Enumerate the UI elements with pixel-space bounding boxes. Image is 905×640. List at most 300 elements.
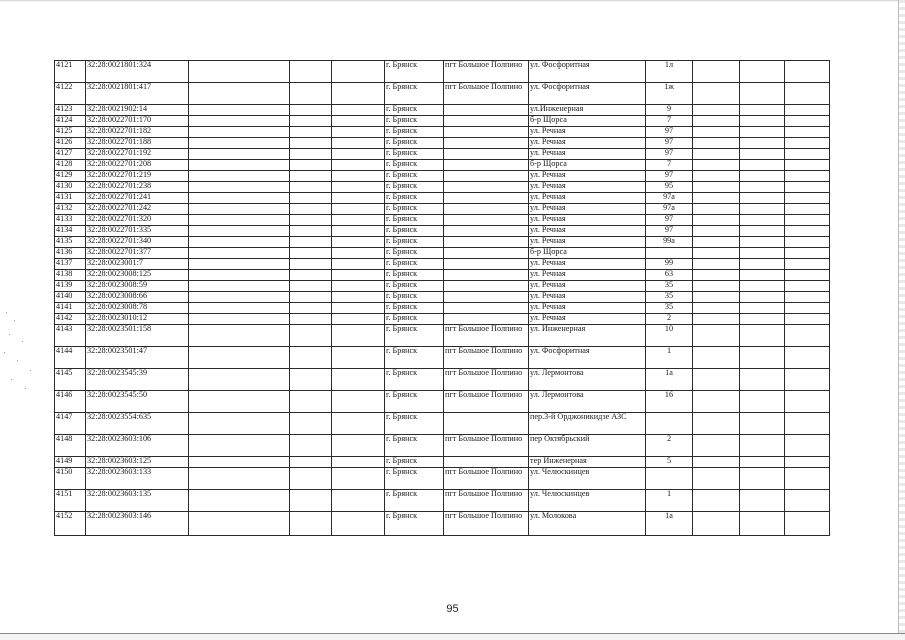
cell-city: г. Брянск [385,83,444,105]
cell-house-number: 1 [646,347,693,369]
cell-house-number: 97а [646,193,693,204]
cell-cadastral-number: 32:28:0022701:219 [86,171,189,182]
cell-empty [693,369,740,391]
cell-empty [332,281,385,292]
cell-empty [785,281,830,292]
cell-row-number: 4144 [55,347,86,369]
cell-empty [290,204,332,215]
cell-settlement: пгт Большое Полпино [444,468,529,490]
cell-empty [332,160,385,171]
cell-row-number: 4136 [55,248,86,259]
cell-empty [189,292,290,303]
cell-city: г. Брянск [385,259,444,270]
cell-street: ул. Лермонтова [529,391,646,413]
cell-settlement: пгт Большое Полпино [444,61,529,83]
cell-empty [785,149,830,160]
cell-empty [785,292,830,303]
cell-empty [189,259,290,270]
cell-street: ул. Речная [529,226,646,237]
cell-empty [290,292,332,303]
cell-empty [785,303,830,314]
cell-empty [785,490,830,512]
cell-house-number: 7 [646,160,693,171]
cell-empty [290,248,332,259]
cell-empty [290,127,332,138]
cell-empty [785,215,830,226]
cell-settlement [444,127,529,138]
cell-empty [785,204,830,215]
cell-empty [189,61,290,83]
cell-empty [693,138,740,149]
cell-empty [332,435,385,457]
cell-settlement [444,413,529,435]
cell-settlement: пгт Большое Полпино [444,512,529,536]
cell-city: г. Брянск [385,281,444,292]
cell-empty [740,61,785,83]
cell-empty [290,270,332,281]
cell-cadastral-number: 32:28:0022701:377 [86,248,189,259]
cell-empty [332,292,385,303]
cell-empty [189,457,290,468]
cell-settlement [444,171,529,182]
cell-city: г. Брянск [385,413,444,435]
cell-empty [785,259,830,270]
cell-house-number: 63 [646,270,693,281]
table-row [55,391,830,413]
cell-cadastral-number: 32:28:0023001:7 [86,259,189,270]
cell-house-number: 9 [646,105,693,116]
cell-street: ул. Речная [529,237,646,248]
cell-empty [290,226,332,237]
cell-empty [740,215,785,226]
cell-row-number: 4123 [55,105,86,116]
cell-row-number: 4146 [55,391,86,413]
cell-street: ул. Речная [529,303,646,314]
cell-empty [693,314,740,325]
cell-house-number: 1л [646,61,693,83]
cell-empty [332,303,385,314]
cell-empty [693,347,740,369]
cell-empty [693,248,740,259]
cell-city: г. Брянск [385,391,444,413]
cell-empty [740,138,785,149]
cell-empty [189,171,290,182]
cell-empty [332,226,385,237]
cell-empty [290,259,332,270]
table-row [55,281,830,292]
cell-house-number [646,468,693,490]
table-row [55,204,830,215]
cell-empty [785,325,830,347]
cell-empty [785,391,830,413]
cell-city: г. Брянск [385,105,444,116]
cell-house-number: 97 [646,226,693,237]
table-row [55,160,830,171]
cell-city: г. Брянск [385,237,444,248]
cell-row-number: 4141 [55,303,86,314]
cell-empty [785,512,830,536]
cell-empty [290,303,332,314]
cell-empty [693,204,740,215]
cell-empty [785,457,830,468]
cell-house-number: 2 [646,435,693,457]
cell-empty [189,303,290,314]
cell-empty [740,248,785,259]
cell-row-number: 4139 [55,281,86,292]
cell-row-number: 4134 [55,226,86,237]
cell-empty [785,347,830,369]
table-row [55,259,830,270]
cell-house-number: 97 [646,138,693,149]
cell-empty [290,325,332,347]
cell-empty [740,369,785,391]
cell-empty [290,138,332,149]
cell-empty [189,490,290,512]
table-row [55,347,830,369]
table-row [55,512,830,536]
cell-empty [189,435,290,457]
cell-row-number: 4127 [55,149,86,160]
cell-empty [693,303,740,314]
cell-cadastral-number: 32:28:0023008:66 [86,292,189,303]
cell-cadastral-number: 32:28:0023603:125 [86,457,189,468]
cell-city: г. Брянск [385,149,444,160]
cell-city: г. Брянск [385,204,444,215]
cell-empty [189,281,290,292]
cell-empty [332,182,385,193]
cell-house-number: 16 [646,391,693,413]
cell-row-number: 4137 [55,259,86,270]
cell-empty [290,149,332,160]
cell-empty [332,369,385,391]
cell-house-number: 10 [646,325,693,347]
cell-empty [785,105,830,116]
cell-empty [332,413,385,435]
cell-city: г. Брянск [385,270,444,281]
cell-empty [740,457,785,468]
cell-cadastral-number: 32:28:0022701:335 [86,226,189,237]
cell-house-number: 35 [646,281,693,292]
cell-cadastral-number: 32:28:0022701:192 [86,149,189,160]
cell-empty [740,105,785,116]
cell-empty [740,270,785,281]
cell-empty [332,259,385,270]
cell-settlement [444,457,529,468]
cell-street: ул. Фосфоритная [529,83,646,105]
cell-cadastral-number: 32:28:0021801:417 [86,83,189,105]
scan-edge-bottom [0,633,905,640]
cell-empty [785,160,830,171]
table-row [55,61,830,83]
cell-cadastral-number: 32:28:0023603:106 [86,435,189,457]
cell-empty [785,226,830,237]
cell-empty [693,292,740,303]
registry-table [54,60,830,536]
cell-empty [785,193,830,204]
cell-empty [332,116,385,127]
cell-empty [740,226,785,237]
scan-specks [0,300,50,400]
cell-cadastral-number: 32:28:0023008:59 [86,281,189,292]
cell-settlement [444,105,529,116]
cell-cadastral-number: 32:28:0023501:158 [86,325,189,347]
cell-settlement [444,226,529,237]
cell-empty [693,281,740,292]
cell-house-number: 99а [646,237,693,248]
cell-empty [290,314,332,325]
cell-empty [693,149,740,160]
cell-empty [740,204,785,215]
cell-empty [740,281,785,292]
cell-cadastral-number: 32:28:0023603:133 [86,468,189,490]
cell-row-number: 4132 [55,204,86,215]
cell-empty [693,83,740,105]
cell-row-number: 4126 [55,138,86,149]
cell-empty [189,369,290,391]
cell-street: ул. Речная [529,281,646,292]
cell-empty [740,303,785,314]
cell-city: г. Брянск [385,215,444,226]
cell-street: ул. Речная [529,204,646,215]
cell-cadastral-number: 32:28:0022701:182 [86,127,189,138]
cell-empty [693,391,740,413]
cell-settlement [444,314,529,325]
cell-empty [740,127,785,138]
cell-street: ул. Речная [529,149,646,160]
cell-empty [332,61,385,83]
cell-city: г. Брянск [385,61,444,83]
cell-empty [290,347,332,369]
cell-cadastral-number: 32:28:0023008:125 [86,270,189,281]
cell-street: ул. Речная [529,171,646,182]
cell-house-number: 5 [646,457,693,468]
cell-settlement [444,215,529,226]
cell-row-number: 4129 [55,171,86,182]
cell-empty [693,116,740,127]
cell-empty [189,182,290,193]
cell-empty [189,237,290,248]
cell-empty [693,160,740,171]
cell-city: г. Брянск [385,160,444,171]
cell-row-number: 4131 [55,193,86,204]
cell-city: г. Брянск [385,292,444,303]
cell-empty [189,314,290,325]
cell-city: г. Брянск [385,347,444,369]
cell-street: ул. Речная [529,215,646,226]
cell-row-number: 4143 [55,325,86,347]
cell-empty [740,490,785,512]
cell-house-number: 97 [646,127,693,138]
table-row [55,270,830,281]
table-row [55,457,830,468]
cell-settlement [444,281,529,292]
table-row [55,248,830,259]
cell-row-number: 4125 [55,127,86,138]
cell-city: г. Брянск [385,127,444,138]
cell-empty [332,171,385,182]
cell-city: г. Брянск [385,182,444,193]
cell-empty [785,435,830,457]
cell-empty [290,160,332,171]
cell-city: г. Брянск [385,490,444,512]
cell-empty [693,490,740,512]
cell-city: г. Брянск [385,248,444,259]
cell-empty [740,347,785,369]
cell-settlement [444,237,529,248]
cell-row-number: 4142 [55,314,86,325]
cell-empty [290,457,332,468]
table-row [55,413,830,435]
cell-house-number: 35 [646,292,693,303]
cell-cadastral-number: 32:28:0022701:188 [86,138,189,149]
cell-house-number: 97 [646,149,693,160]
cell-empty [693,226,740,237]
cell-row-number: 4133 [55,215,86,226]
cell-empty [785,369,830,391]
table-row [55,314,830,325]
cell-empty [785,248,830,259]
cell-empty [332,512,385,536]
cell-street: б-р Щорса [529,160,646,171]
cell-empty [693,325,740,347]
table-row [55,171,830,182]
cell-settlement: пгт Большое Полпино [444,435,529,457]
cell-house-number: 99 [646,259,693,270]
cell-street: тер Инженерная [529,457,646,468]
cell-empty [332,204,385,215]
table-row [55,435,830,457]
cell-empty [332,149,385,160]
cell-empty [785,83,830,105]
cell-settlement: пгт Большое Полпино [444,325,529,347]
cell-empty [290,83,332,105]
cell-empty [189,215,290,226]
cell-empty [693,193,740,204]
cell-house-number: 97 [646,215,693,226]
cell-street: ул. Инженерная [529,325,646,347]
cell-row-number: 4128 [55,160,86,171]
cell-street: ул. Речная [529,138,646,149]
cell-cadastral-number: 32:28:0022701:242 [86,204,189,215]
cell-empty [332,325,385,347]
cell-empty [785,138,830,149]
cell-city: г. Брянск [385,468,444,490]
cell-street: ул. Молокова [529,512,646,536]
cell-settlement [444,160,529,171]
cell-empty [740,83,785,105]
cell-city: г. Брянск [385,138,444,149]
cell-empty [189,226,290,237]
cell-cadastral-number: 32:28:0023554:635 [86,413,189,435]
cell-house-number: 35 [646,303,693,314]
cell-row-number: 4122 [55,83,86,105]
cell-empty [740,325,785,347]
cell-house-number [646,413,693,435]
table-row [55,215,830,226]
cell-cadastral-number: 32:28:0022701:170 [86,116,189,127]
cell-settlement [444,303,529,314]
cell-empty [693,105,740,116]
cell-empty [332,468,385,490]
cell-empty [290,215,332,226]
cell-settlement [444,149,529,160]
cell-settlement: пгт Большое Полпино [444,490,529,512]
cell-row-number: 4121 [55,61,86,83]
cell-empty [290,391,332,413]
cell-cadastral-number: 32:28:0022701:208 [86,160,189,171]
table-row [55,468,830,490]
cell-empty [332,237,385,248]
cell-empty [189,149,290,160]
cell-empty [332,314,385,325]
cell-cadastral-number: 32:28:0023545:39 [86,369,189,391]
table-row [55,303,830,314]
cell-street: ул. Речная [529,292,646,303]
cell-empty [785,171,830,182]
cell-settlement [444,204,529,215]
cell-empty [785,314,830,325]
cell-empty [740,116,785,127]
cell-empty [290,468,332,490]
cell-empty [740,182,785,193]
cell-cadastral-number: 32:28:0021801:324 [86,61,189,83]
cell-house-number: 2 [646,314,693,325]
cell-house-number: 1а [646,369,693,391]
cell-row-number: 4147 [55,413,86,435]
table-row [55,490,830,512]
cell-empty [785,237,830,248]
cell-empty [189,512,290,536]
cell-row-number: 4149 [55,457,86,468]
cell-empty [189,160,290,171]
cell-empty [189,347,290,369]
cell-empty [290,435,332,457]
cell-cadastral-number: 32:28:0023010:12 [86,314,189,325]
cell-cadastral-number: 32:28:0023603:146 [86,512,189,536]
cell-empty [785,468,830,490]
cell-empty [740,292,785,303]
cell-empty [693,237,740,248]
cell-empty [290,281,332,292]
cell-street: пер Октябрьский [529,435,646,457]
cell-settlement [444,182,529,193]
cell-street: ул. Фосфоритная [529,347,646,369]
cell-empty [332,105,385,116]
cell-city: г. Брянск [385,512,444,536]
cell-empty [290,105,332,116]
cell-street: ул. Речная [529,182,646,193]
cell-empty [693,215,740,226]
cell-street: ул. Речная [529,259,646,270]
cell-empty [290,490,332,512]
cell-empty [693,468,740,490]
cell-empty [740,160,785,171]
cell-street: ул. Речная [529,314,646,325]
table-row [55,369,830,391]
cell-cadastral-number: 32:28:0023501:47 [86,347,189,369]
cell-street: ул. Лермонтова [529,369,646,391]
cell-house-number: 97 [646,171,693,182]
cell-empty [290,61,332,83]
cell-cadastral-number: 32:28:0021902:14 [86,105,189,116]
cell-empty [740,468,785,490]
cell-empty [290,369,332,391]
cell-street: ул. Речная [529,127,646,138]
cell-empty [290,512,332,536]
cell-empty [785,116,830,127]
cell-empty [290,237,332,248]
cell-empty [693,61,740,83]
